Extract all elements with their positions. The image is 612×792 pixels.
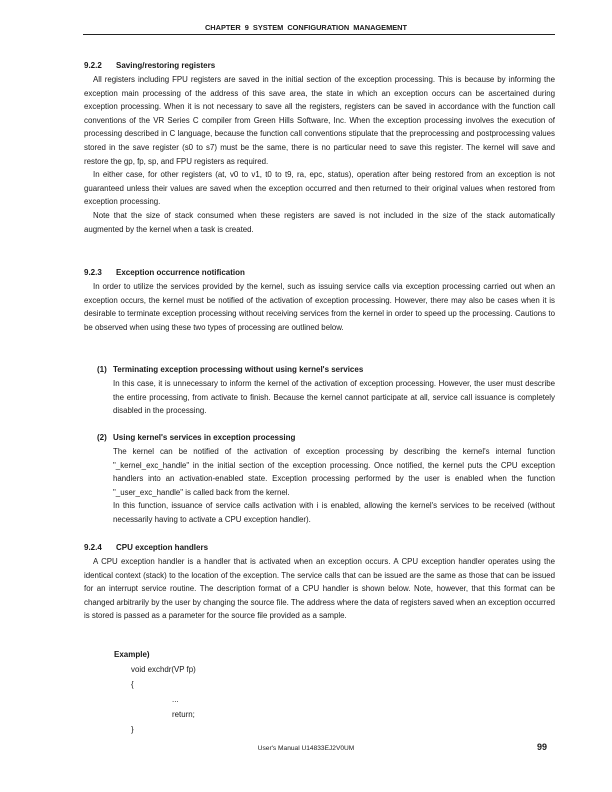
section-body-9-2-3 — [84, 280, 555, 334]
section-number: 9.2.4 — [84, 543, 102, 552]
item-heading-2 — [97, 431, 568, 445]
item-heading-1 — [97, 363, 568, 377]
code-line: { — [131, 680, 134, 689]
paragraph: A CPU exception handler is a handler that is activated when an exception occurs. A CPU exception handler operates using the identical context (stack) to the location of the exception. The service calls that can be issued are the same as those that can be issued for an interrupt service routine. The description format of a CPU handler is shown below. Note, however, that this format can be changed arbitrarily by the user by changing the source file. The address where the data of registers saved when an exception occurred is stored is passed as a parameter for the source file provided as a sample. — [84, 557, 555, 621]
footer-manual-id: User's Manual U14833EJ2V0UM — [257, 745, 355, 752]
section-heading-9-2-2 — [84, 59, 555, 73]
section-heading-9-2-3 — [84, 266, 555, 280]
paragraph: In this case, it is unnecessary to inform the kernel of the activation of exception processing. However, the user must describe the entire processing, from activate to finish. Because the kernel cannot participate at all, service call issuance is completely disabled in the processing. — [113, 379, 555, 416]
paragraph: Note that the size of stack consumed when these registers are saved is not included in the size of the stack automatically augmented by the kernel when a task is created. — [84, 210, 555, 234]
code-line: ... — [172, 695, 179, 704]
item-title: Terminating exception processing without using kernel's services — [113, 365, 364, 374]
paragraph: All registers including FPU registers are saved in the initial section of the exception processing. This is because by informing the exception main processing of the address of this save area, the state in which an exception occurs can be ascertained during exception processing. When it is not necessary to save all the registers, registers can be saved in accordance with the function call conventions of the VR Series C compiler from Green Hills Software, Inc. When the exception processing involves the execution of processing described in C language, because the function call conventions stipulate that the preprocessing and postprocessing values stored in the save register (s0 to s7) must be the same, there is no particular need to save this register. The kernel will save and restore the gp, fp, sp, and FPU registers as required. — [84, 75, 555, 166]
chapter-header: CHAPTER 9 SYSTEM CONFIGURATION MANAGEMENT — [204, 23, 408, 32]
item-number: (2) — [97, 433, 107, 442]
section-heading-9-2-4 — [84, 541, 555, 555]
section-number: 9.2.3 — [84, 268, 102, 277]
code-line: return; — [172, 710, 195, 719]
section-body-9-2-2 — [84, 73, 555, 236]
paragraph: In order to utilize the services provided by the kernel, such as issuing service calls via exception processing carried out when an exception occurs, the kernel must be notified of the activation of exception processing. However, there may also be cases when it is desirable to terminate exception processing without receiving services from the kernel in order to speed up the processing. Cautions to be observed when using these two types of processing are outlined below. — [84, 282, 555, 332]
paragraph: The kernel can be notified of the activation of exception processing by describing the kernel's internal function "_kernel_exc_handle" in the initial section of the exception processing. Once notified, the kernel puts the CPU exception handlers into an activation-enabled state. Exception processing performed by the user is enabled when the function "_user_exc_handle" is called back from the kernel. — [113, 447, 555, 497]
item-number: (1) — [97, 365, 107, 374]
code-line: void exchdr(VP fp) — [131, 665, 196, 674]
section-body-9-2-4 — [84, 555, 555, 623]
section-title: Exception occurrence notification — [116, 268, 245, 277]
item-title: Using kernel's services in exception processing — [113, 433, 296, 442]
section-title: Saving/restoring registers — [116, 61, 216, 70]
section-title: CPU exception handlers — [116, 543, 209, 552]
section-number: 9.2.2 — [84, 61, 102, 70]
code-line: } — [131, 725, 134, 734]
page-number: 99 — [537, 742, 548, 752]
example-label: Example) — [114, 650, 150, 659]
item-body-1 — [113, 377, 555, 418]
header-rule — [83, 34, 555, 35]
item-body-2 — [113, 445, 555, 527]
paragraph: In this function, issuance of service calls activation with i is enabled, allowing the kernel's services to be received (without necessarily having to activate a CPU exception handler). — [113, 501, 555, 524]
paragraph: In either case, for other registers (at, v0 to v1, t0 to t9, ra, epc, status), operation after being restored from an exception is not guaranteed unless their values are saved when the exception occurred and then returned to their original values when restored from exception processing. — [84, 170, 555, 207]
